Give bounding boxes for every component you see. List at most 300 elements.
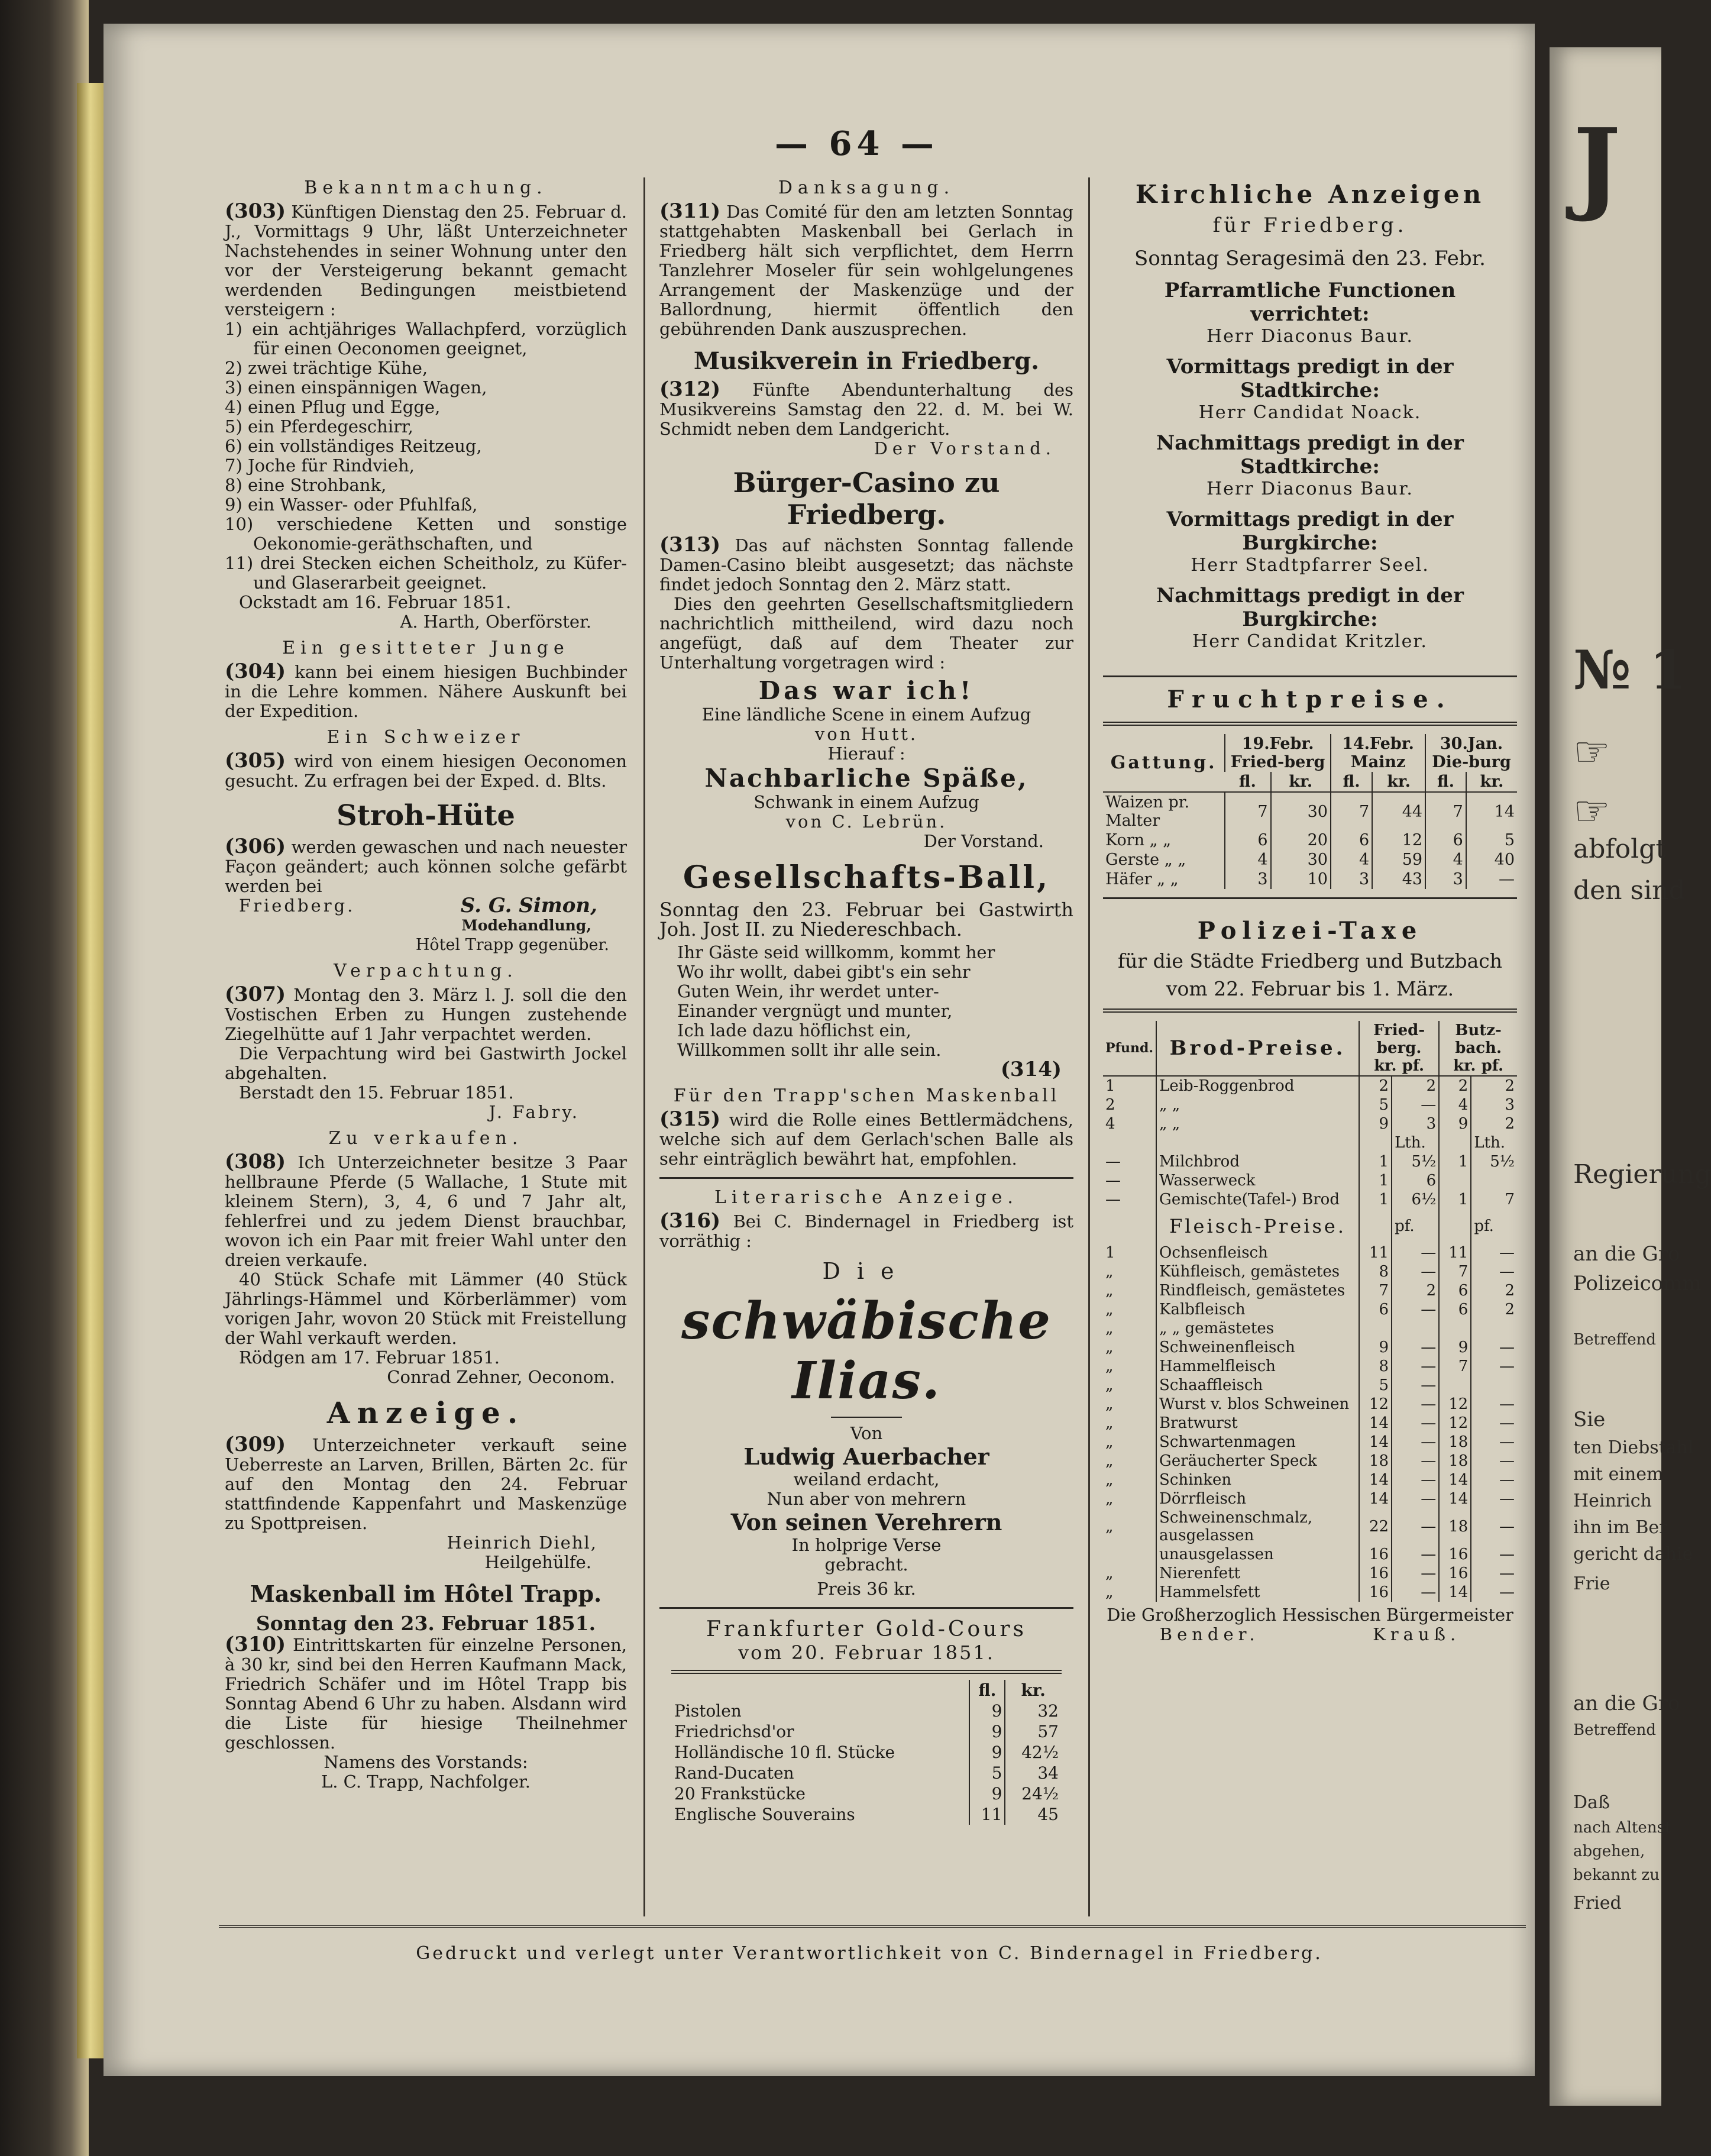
table-cell: 18 — [1439, 1433, 1471, 1452]
divider — [1103, 722, 1517, 726]
unit-header: kr. — [1453, 1057, 1476, 1075]
service-person: Herr Candidat Kritzler. — [1192, 631, 1428, 652]
table-cell: „ — [1105, 1452, 1114, 1470]
signature: J. Fabry. — [489, 1102, 580, 1122]
notice-number: (309) — [225, 1433, 286, 1456]
notice-text: Künftigen Dienstag den 25. Februar d. J., Vormittags 9 Uhr, läßt Unterzeichneter Nachstehendes in seiner Wohnung unter den vor der Versteigerung bekannt gemacht werdenden Bedingungen meistbietend versteigern : — [225, 202, 627, 319]
table-cell — [1359, 1133, 1392, 1152]
column-header: 19.Febr. Fried-berg — [1225, 734, 1331, 772]
service-label: Vormittags predigt in der Stadtkirche: — [1166, 355, 1454, 402]
table-cell: Geräucherter Speck — [1156, 1452, 1359, 1470]
table-row — [1103, 869, 1517, 889]
facing-text: ihn im Ber — [1573, 1517, 1668, 1538]
table-cell: „ — [1105, 1414, 1114, 1432]
table-cell: Hammelsfett — [1156, 1583, 1359, 1602]
notice-text: wird von einem hiesigen Oeconomen gesucht. Zu erfragen bei der Exped. d. Blts. — [225, 751, 627, 791]
table-cell: Nierenfett — [1156, 1564, 1359, 1583]
table-row — [1103, 1395, 1517, 1414]
notice-number: (303) — [225, 199, 286, 223]
table-cell: 3 — [1225, 869, 1270, 889]
table-row — [1103, 1470, 1517, 1489]
notice-number: (315) — [659, 1107, 721, 1131]
table-cell: — — [1466, 869, 1517, 889]
signature: Der Vorstand. — [874, 438, 1056, 458]
list-item: 3) einen einspännigen Wagen, — [225, 377, 487, 397]
table-cell: 1 — [1439, 1190, 1471, 1209]
table-cell: — — [1392, 1376, 1439, 1395]
table-row — [672, 1804, 1061, 1825]
poem-line: Ich lade dazu höflichst ein, — [677, 1020, 911, 1040]
notice-text: Montag den 3. März l. J. soll die den Vostischen Erben zu Hungen zustehende Ziegelhütte auf 1 Jahr verpachtet werden. — [225, 985, 627, 1044]
table-cell: Leib-Roggenbrod — [1156, 1076, 1359, 1095]
facing-text: abfolgt — [1573, 834, 1667, 864]
table-cell: Schaaffleisch — [1156, 1376, 1359, 1395]
divider — [659, 1177, 1073, 1179]
section-heading: Bekanntmachung. — [304, 177, 548, 198]
table-cell: 44 — [1372, 792, 1425, 830]
column-left — [225, 172, 627, 1792]
table-cell — [1156, 1133, 1359, 1152]
column-header: 30.Jan. Die-burg — [1425, 734, 1517, 772]
table-cell: 4 — [1439, 1095, 1471, 1114]
table-cell: — — [1392, 1452, 1439, 1470]
notice-number: (305) — [225, 749, 286, 772]
list-item: 6) ein vollständiges Reitzeug, — [225, 436, 482, 456]
column-header: Pfund. — [1105, 1040, 1154, 1056]
table-cell: — — [1471, 1262, 1517, 1281]
table-row — [672, 1763, 1061, 1783]
table-cell: „ — [1105, 1471, 1114, 1489]
table-cell: „ — [1105, 1583, 1114, 1601]
column-header: Fried-berg. — [1373, 1022, 1425, 1057]
table-cell: 9 — [1439, 1338, 1471, 1357]
table-cell: 9 — [969, 1742, 1005, 1763]
table-cell: Pistolen — [674, 1701, 742, 1721]
table-cell: 6 — [1439, 1300, 1471, 1319]
facing-text: Betreffend — [1573, 1331, 1657, 1349]
table-cell: Schweinenfleisch — [1156, 1338, 1359, 1357]
table-row — [1103, 1281, 1517, 1300]
book-title: schwäbische Ilias. — [681, 1291, 1052, 1411]
signature: Conrad Zehner, Oeconom. — [387, 1367, 615, 1387]
service-label: Nachmittags predigt in der Burgkirche: — [1156, 584, 1464, 631]
grain-price-table — [1103, 734, 1517, 889]
section-heading: Für den Trapp'schen Maskenball — [673, 1085, 1060, 1106]
table-cell: 6 — [1425, 830, 1466, 850]
notice-316 — [659, 1211, 1073, 1251]
signature: L. C. Trapp, Nachfolger. — [321, 1772, 531, 1792]
table-cell: Holländische 10 fl. Stücke — [674, 1743, 895, 1762]
table-cell: „ — [1105, 1490, 1114, 1508]
facing-page — [1550, 47, 1711, 2106]
table-cell: 6 — [1331, 830, 1372, 850]
notice-text: Das auf nächsten Sonntag fallende Damen-Casino bleibt ausgesetzt; das nächste findet jedoch Sonntag den 2. März statt. — [659, 535, 1073, 594]
list-item: 11) drei Stecken eichen Scheitholz, zu Küfer- und Glaserarbeit geeignet. — [225, 553, 627, 593]
section-heading: Bürger-Casino zu Friedberg. — [733, 467, 1000, 531]
table-row — [1103, 1262, 1517, 1281]
play-subtitle: Schwank in einem Aufzug — [753, 792, 979, 812]
table-cell: 8 — [1359, 1262, 1392, 1281]
divider — [659, 1607, 1073, 1609]
table-cell: „ — [1105, 1263, 1114, 1281]
table-cell: 2 — [1471, 1281, 1517, 1300]
service-person: Herr Candidat Noack. — [1198, 402, 1422, 423]
table-cell: 18 — [1439, 1452, 1471, 1470]
church-services — [1103, 279, 1517, 652]
table-cell: 3 — [1392, 1114, 1439, 1133]
notice-text: Unterzeichneter verkauft seine Ueberreste an Larven, Brillen, Bärten 2c. für auf den Montag den 24. Februar stattfindende Kappenfahrt und Maskenzüge zu Spottpreisen. — [225, 1435, 627, 1533]
column-header: fl. — [969, 1680, 1005, 1701]
table-cell: 24½ — [1005, 1783, 1061, 1804]
table-cell: 1 — [1439, 1152, 1471, 1171]
table-cell: — — [1471, 1508, 1517, 1545]
divider — [671, 1670, 1062, 1674]
table-cell — [1471, 1319, 1517, 1338]
table-cell: 4 — [1331, 850, 1372, 869]
section-heading: Zu verkaufen. — [328, 1128, 523, 1149]
table-cell: — — [1105, 1191, 1121, 1208]
table-cell: 2 — [1105, 1096, 1115, 1114]
table-row — [1103, 1076, 1517, 1095]
table-cell: 6 — [1359, 1300, 1392, 1319]
table-cell: „ — [1105, 1518, 1114, 1536]
table-cell: 7 — [1425, 792, 1466, 830]
facing-text: Polizeicomm — [1573, 1272, 1702, 1295]
table-row — [1103, 830, 1517, 850]
table-cell: 12 — [1359, 1395, 1392, 1414]
table-cell: 14 — [1439, 1583, 1471, 1602]
list-item: 1) ein achtjähriges Wallachpferd, vorzüglich für einen Oeconomen geeignet, — [225, 319, 627, 358]
table-cell: „ — [1105, 1395, 1114, 1413]
table-cell — [1439, 1171, 1471, 1190]
church-date: Sonntag Seragesimä den 23. Febr. — [1134, 247, 1486, 270]
table-cell — [1439, 1376, 1471, 1395]
table-cell: — — [1392, 1414, 1439, 1433]
play-author: von C. Lebrün. — [785, 812, 947, 832]
table-cell: Wasserweck — [1156, 1171, 1359, 1190]
signature: Heinrich Diehl, — [447, 1533, 597, 1553]
table-cell: 5½ — [1471, 1152, 1517, 1171]
table-row — [1103, 1133, 1517, 1152]
notice-text: kann bei einem hiesigen Buchbinder in die Lehre kommen. Nähere Auskunft bei der Expedition. — [225, 662, 627, 721]
table-cell: 5 — [969, 1763, 1005, 1783]
table-cell — [1103, 1133, 1156, 1152]
table-cell: 16 — [1359, 1564, 1392, 1583]
table-cell: „ — [1105, 1376, 1114, 1394]
table-cell: Kalbfleisch — [1156, 1300, 1359, 1319]
unit-header: pf. — [1471, 1209, 1517, 1243]
table-cell: Lth. — [1392, 1133, 1439, 1152]
table-cell: Bratwurst — [1156, 1414, 1359, 1433]
table-cell: 42½ — [1005, 1742, 1061, 1763]
signature: Der Vorstand. — [923, 831, 1044, 851]
list-item: 5) ein Pferdegeschirr, — [225, 416, 413, 437]
table-cell: 2 — [1439, 1076, 1471, 1095]
table-cell: 3 — [1331, 869, 1372, 889]
table-cell: — — [1471, 1489, 1517, 1508]
notice-315 — [659, 1107, 1074, 1169]
play-author: von Hutt. — [814, 724, 918, 744]
table-cell: — — [1392, 1300, 1439, 1319]
table-row — [1103, 1489, 1517, 1508]
notice-number: (316) — [659, 1209, 721, 1233]
table-row — [1103, 1433, 1517, 1452]
table-row — [1103, 1243, 1517, 1262]
place-date: Ockstadt am 16. Februar 1851. — [239, 592, 512, 612]
table-row — [1103, 1190, 1517, 1209]
unit-header: kr. — [1271, 772, 1331, 792]
table-cell: 40 — [1466, 850, 1517, 869]
auction-list — [225, 319, 627, 593]
signature: Bender. — [1159, 1624, 1260, 1644]
notice-312 — [659, 377, 1074, 439]
table-cell: — — [1392, 1262, 1439, 1281]
table-cell: Hammelfleisch — [1156, 1357, 1359, 1376]
unit-header: pf. — [1392, 1209, 1439, 1243]
unit-header: pf. — [1402, 1057, 1425, 1075]
table-cell: — — [1471, 1357, 1517, 1376]
facing-text: gericht dahie — [1573, 1544, 1693, 1565]
table-cell: Englische Souverains — [674, 1805, 855, 1824]
notice-303 — [225, 199, 627, 319]
table-row — [1103, 792, 1517, 830]
signature: Krauß. — [1373, 1624, 1461, 1644]
signature-row — [225, 896, 627, 916]
table-row — [1103, 1545, 1517, 1564]
section-heading: Ein Schweizer — [326, 727, 525, 748]
table-cell: 11 — [1359, 1243, 1392, 1262]
table-cell: 14 — [1439, 1470, 1471, 1489]
notice-309 — [225, 1435, 627, 1533]
table-cell: 9 — [969, 1783, 1005, 1804]
section-subheading: Sonntag den 23. Februar 1851. — [255, 1612, 596, 1635]
table-cell: 57 — [1005, 1721, 1061, 1742]
table-cell: 7 — [1225, 792, 1270, 830]
table-cell: — — [1392, 1545, 1439, 1564]
place-date: Berstadt den 15. Februar 1851. — [239, 1082, 514, 1103]
table-cell: — — [1471, 1338, 1517, 1357]
book-line: In holprige Verse — [791, 1535, 942, 1555]
section-heading: Ein gesitteter Junge — [282, 638, 570, 658]
divider — [1103, 675, 1517, 677]
list-item: 2) zwei trächtige Kühe, — [225, 358, 428, 378]
facing-text: Heinrich — [1573, 1491, 1652, 1511]
section-heading: Fruchtpreise. — [1167, 686, 1453, 713]
book-spine — [0, 0, 89, 2156]
book-line: weiland erdacht, — [793, 1469, 940, 1489]
notice-number: (313) — [659, 533, 721, 557]
signature-line: Die Großherzoglich Hessischen Bürgermeister — [1107, 1605, 1513, 1625]
facing-text: Sie — [1573, 1408, 1606, 1431]
notice-number: (306) — [225, 835, 286, 858]
table-cell — [1439, 1133, 1471, 1152]
table-cell: — — [1471, 1414, 1517, 1433]
table-cell: 6 — [1392, 1171, 1439, 1190]
gold-cours-table — [672, 1680, 1061, 1825]
signature-line: Namens des Vorstands: — [324, 1752, 528, 1772]
imprint: Gedruckt und verlegt unter Verantwortlichkeit von C. Bindernagel in Friedberg. — [416, 1943, 1323, 1964]
table-cell: Wurst v. blos Schweinen — [1156, 1395, 1359, 1414]
notice-306 — [225, 837, 627, 896]
column-header: Brod-Preise. — [1156, 1021, 1359, 1076]
notice-text: Fünfte Abendunterhaltung des Musikvereins Samstag den 22. d. M. bei W. Schmidt neben dem Landgericht. — [659, 380, 1074, 439]
section-heading: Maskenball im Hôtel Trapp. — [250, 1580, 602, 1607]
table-cell: 3 — [1471, 1095, 1517, 1114]
divider — [831, 1417, 902, 1418]
facing-text: Betreffend — [1573, 1721, 1657, 1739]
table-cell: — — [1392, 1433, 1439, 1452]
table-cell: 8 — [1359, 1357, 1392, 1376]
table-cell: 5½ — [1392, 1152, 1439, 1171]
column-middle — [659, 172, 1073, 1825]
table-cell: — — [1392, 1095, 1439, 1114]
service-person: Herr Stadtpfarrer Seel. — [1191, 555, 1429, 576]
facing-text: an die Gro — [1573, 1242, 1680, 1266]
notice-text: 40 Stück Schafe mit Lämmer (40 Stück Jährlings-Hämmel und Körberlämmer) vom vorigen Jahr, wovon 20 Stück mit Freistellung der Wahl verkauft werden. — [225, 1269, 627, 1348]
table-cell: — — [1471, 1395, 1517, 1414]
notice-number: (314) — [1000, 1058, 1062, 1081]
table-cell: Korn „ „ — [1105, 831, 1172, 849]
table-row — [672, 1742, 1061, 1763]
facing-text: Daß — [1573, 1792, 1610, 1813]
table-cell: Friedrichsd'or — [674, 1722, 794, 1741]
table-cell: 12 — [1439, 1395, 1471, 1414]
column-header: Butz-bach. — [1455, 1022, 1502, 1057]
list-item: 7) Joche für Rindvieh, — [225, 455, 415, 476]
section-subheading: für die Städte Friedberg und Butzbach — [1117, 949, 1503, 972]
table-cell: 1 — [1359, 1190, 1392, 1209]
notice-text: Ich Unterzeichneter besitze 3 Paar hellbraune Pferde (5 Wallache, 1 Stute mit kleinem Stern), 3, 4, 6 und 7 Jahr alt, fehlerfrei und zu jedem Dienst brauchbar, wovon ich ein Paar mit freier Wahl unter den dreien verkaufe. — [225, 1152, 628, 1270]
notice-308 — [225, 1152, 627, 1270]
section-heading: Gesellschafts-Ball, — [683, 859, 1050, 896]
facing-text: abgehen, — [1573, 1843, 1645, 1860]
unit-header: kr. — [1466, 772, 1517, 792]
signature: S. G. Simon, — [460, 894, 597, 917]
book-line: Nun aber von mehrern — [766, 1489, 966, 1509]
play-title: Das war ich! — [758, 676, 975, 705]
facing-text: № 1 — [1573, 639, 1687, 702]
divider — [1103, 1008, 1517, 1013]
table-cell: 7 — [1439, 1262, 1471, 1281]
table-cell: — — [1105, 1172, 1121, 1189]
table-cell: 9 — [969, 1721, 1005, 1742]
table-cell: 11 — [969, 1804, 1005, 1825]
bread-price-table — [1103, 1021, 1517, 1602]
table-cell: 18 — [1359, 1452, 1392, 1470]
section-heading: Verpachtung. — [334, 961, 518, 981]
table-cell: Schwartenmagen — [1156, 1433, 1359, 1452]
notice-text: Das Comité für den am letzten Sonntag stattgehabten Maskenball bei Gerlach in Friedberg hält sich verpflichtet, dem Herrn Tanzlehrer Moseler für sein wohlgelungenes Arrangement der Maskenzüge und der Ballordnung, hiermit öffentlich den gebührenden Dank auszusprechen. — [659, 202, 1073, 339]
table-cell: 2 — [1471, 1300, 1517, 1319]
table-row — [1103, 1095, 1517, 1114]
table-cell: 32 — [1005, 1701, 1061, 1721]
table-row — [1103, 1319, 1517, 1338]
poem-line: Guten Wein, ihr werdet unter- — [677, 981, 939, 1001]
table-cell: Schweinenschmalz, ausgelassen — [1156, 1508, 1359, 1545]
notice-number: (310) — [225, 1633, 286, 1656]
table-cell: 16 — [1359, 1583, 1392, 1602]
facing-text: ☞ — [1573, 728, 1610, 776]
table-cell: 14 — [1359, 1470, 1392, 1489]
notice-305 — [225, 751, 627, 791]
table-cell: Rand-Ducaten — [674, 1763, 794, 1783]
table-cell: 1 — [1359, 1171, 1392, 1190]
table-cell: — — [1471, 1583, 1517, 1602]
table-cell: 9 — [1439, 1114, 1471, 1133]
facing-text: J — [1573, 106, 1621, 225]
table-cell: 14 — [1359, 1433, 1392, 1452]
table-cell: — — [1392, 1470, 1439, 1489]
table-cell: Milchbrod — [1156, 1152, 1359, 1171]
table-row — [672, 1701, 1061, 1721]
column-right — [1103, 172, 1517, 1644]
table-cell: 30 — [1271, 792, 1331, 830]
table-cell: Lth. — [1471, 1133, 1517, 1152]
section-heading: Danksagung. — [778, 177, 955, 198]
table-row — [1103, 1300, 1517, 1319]
unit-header: fl. — [1425, 772, 1466, 792]
page-edge — [77, 83, 103, 2058]
unit-header: kr. — [1372, 772, 1425, 792]
table-cell: — — [1392, 1508, 1439, 1545]
service-label: Nachmittags predigt in der Stadtkirche: — [1156, 431, 1464, 479]
table-cell: — — [1392, 1243, 1439, 1262]
table-cell: 2 — [1471, 1076, 1517, 1095]
table-cell: 43 — [1372, 869, 1425, 889]
play-subtitle: Eine ländliche Scene in einem Aufzug — [701, 704, 1031, 725]
table-cell: „ — [1105, 1339, 1114, 1356]
column-header-friedberg — [1359, 1021, 1439, 1076]
facing-text: ☞ — [1573, 787, 1610, 835]
table-cell: „ — [1105, 1433, 1114, 1451]
unit-header: kr. — [1374, 1057, 1397, 1075]
table-cell: 20 — [1271, 830, 1331, 850]
table-row — [672, 1783, 1061, 1804]
notice-311 — [659, 199, 1073, 339]
facing-text: Fried — [1573, 1893, 1622, 1913]
table-cell: — — [1392, 1583, 1439, 1602]
notice-text: Die Verpachtung wird bei Gastwirth Jockel abgehalten. — [225, 1043, 627, 1083]
signature-line: Hôtel Trapp gegenüber. — [415, 936, 609, 954]
table-cell: 14 — [1359, 1489, 1392, 1508]
table-row — [1103, 1508, 1517, 1545]
notice-304 — [225, 662, 627, 721]
book-line: Von seinen Verehrern — [730, 1509, 1002, 1536]
service-person: Herr Diaconus Baur. — [1207, 326, 1414, 347]
table-cell: 1 — [1105, 1077, 1115, 1095]
table-row — [1103, 850, 1517, 869]
facing-text: Frie — [1573, 1573, 1610, 1594]
section-heading: Musikverein in Friedberg. — [693, 347, 1040, 375]
table-cell: 9 — [1359, 1114, 1392, 1133]
book-line: gebracht. — [824, 1554, 908, 1575]
table-cell: Dörrfleisch — [1156, 1489, 1359, 1508]
table-cell: Kühfleisch, gemästetes — [1156, 1262, 1359, 1281]
table-cell — [1359, 1319, 1392, 1338]
table-cell: Gerste „ „ — [1105, 851, 1186, 869]
table-cell: 5 — [1466, 830, 1517, 850]
table-row — [1103, 1152, 1517, 1171]
table-row — [1103, 1376, 1517, 1395]
table-cell: — — [1392, 1357, 1439, 1376]
table-cell: 12 — [1372, 830, 1425, 850]
table-cell: 10 — [1271, 869, 1331, 889]
table-cell: 45 — [1005, 1804, 1061, 1825]
table-cell: 7 — [1359, 1281, 1392, 1300]
table-row — [1103, 1414, 1517, 1433]
divider — [219, 1925, 1526, 1928]
table-cell: „ — [1105, 1320, 1114, 1337]
